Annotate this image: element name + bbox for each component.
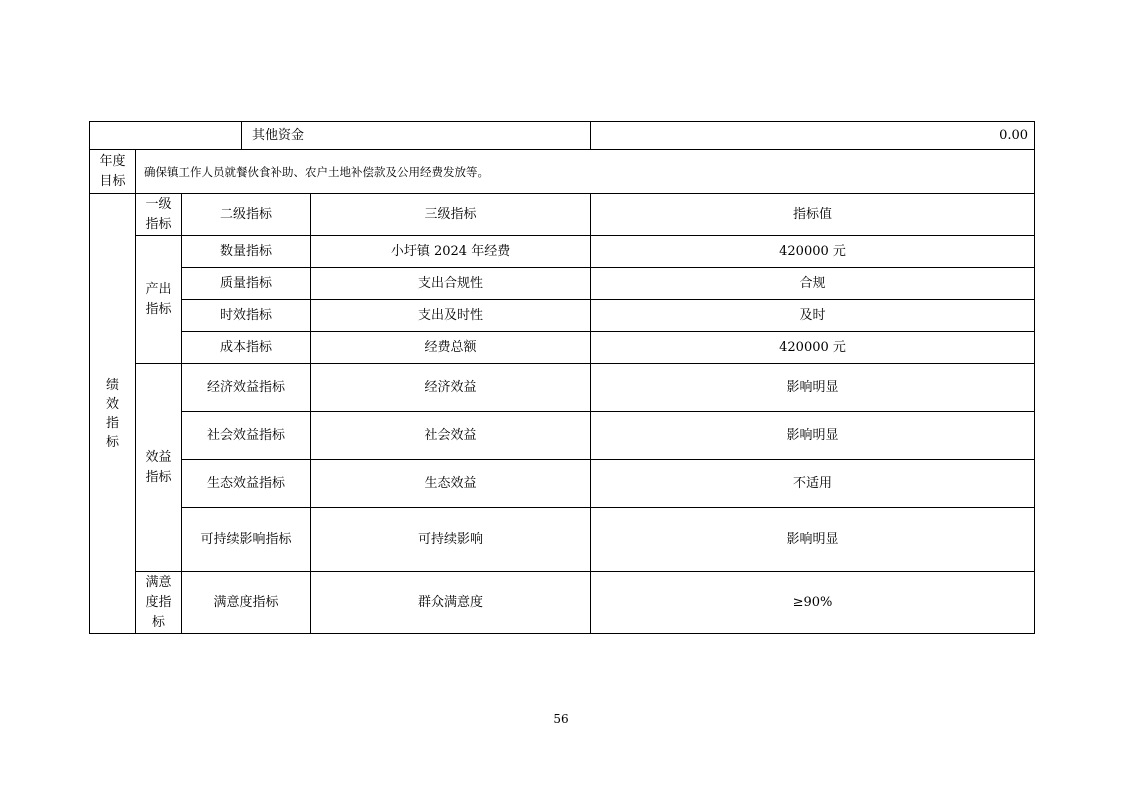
level2-cell: 成本指标 bbox=[182, 332, 311, 364]
satisfaction-indicator-label: 满意 度指 标 bbox=[136, 572, 182, 634]
value-cell: 影响明显 bbox=[591, 508, 1035, 572]
header-level1: 一级 指标 bbox=[136, 194, 182, 236]
level3-cell: 支出及时性 bbox=[311, 300, 591, 332]
level2-cell: 满意度指标 bbox=[182, 572, 311, 634]
header-level2: 二级指标 bbox=[182, 194, 311, 236]
value-cell: 影响明显 bbox=[591, 412, 1035, 460]
annual-goal-text: 确保镇工作人员就餐伙食补助、农户土地补偿款及公用经费发放等。 bbox=[136, 150, 1035, 194]
benefit-indicator-label: 效益 指标 bbox=[136, 364, 182, 572]
level3-cell: 群众满意度 bbox=[311, 572, 591, 634]
table-row bbox=[90, 300, 1035, 332]
level2-cell: 生态效益指标 bbox=[182, 460, 311, 508]
value-cell: 影响明显 bbox=[591, 364, 1035, 412]
value-cell: 合规 bbox=[591, 268, 1035, 300]
annual-goal-row bbox=[90, 150, 1035, 194]
level2-cell: 社会效益指标 bbox=[182, 412, 311, 460]
level2-cell: 经济效益指标 bbox=[182, 364, 311, 412]
funding-row bbox=[90, 122, 1035, 150]
level3-cell: 社会效益 bbox=[311, 412, 591, 460]
table-row bbox=[90, 236, 1035, 268]
level3-cell: 支出合规性 bbox=[311, 268, 591, 300]
level3-cell: 经济效益 bbox=[311, 364, 591, 412]
performance-indicator-label: 绩 效 指 标 bbox=[90, 194, 136, 634]
level3-cell: 生态效益 bbox=[311, 460, 591, 508]
annual-goal-label: 年度 目标 bbox=[90, 150, 136, 194]
table-row bbox=[90, 332, 1035, 364]
level3-cell: 经费总额 bbox=[311, 332, 591, 364]
level3-cell: 小圩镇 2024 年经费 bbox=[311, 236, 591, 268]
table-row bbox=[90, 268, 1035, 300]
header-level3: 三级指标 bbox=[311, 194, 591, 236]
value-cell: 及时 bbox=[591, 300, 1035, 332]
output-indicator-label: 产出 指标 bbox=[136, 236, 182, 364]
value-cell: ≥90% bbox=[591, 572, 1035, 634]
table-row bbox=[90, 508, 1035, 572]
level2-cell: 数量指标 bbox=[182, 236, 311, 268]
table-row bbox=[90, 460, 1035, 508]
page-number: 56 bbox=[553, 712, 569, 726]
table-row bbox=[90, 412, 1035, 460]
table-row bbox=[90, 572, 1035, 634]
value-cell: 不适用 bbox=[591, 460, 1035, 508]
level2-cell: 可持续影响指标 bbox=[182, 508, 311, 572]
funding-label: 其他资金 bbox=[242, 122, 591, 150]
indicator-header-row bbox=[90, 194, 1035, 236]
funding-empty-cell bbox=[90, 122, 242, 150]
level2-cell: 质量指标 bbox=[182, 268, 311, 300]
performance-target-table bbox=[89, 121, 1035, 634]
value-cell: 420000 元 bbox=[591, 332, 1035, 364]
level2-cell: 时效指标 bbox=[182, 300, 311, 332]
level3-cell: 可持续影响 bbox=[311, 508, 591, 572]
header-value: 指标值 bbox=[591, 194, 1035, 236]
table-row bbox=[90, 364, 1035, 412]
value-cell: 420000 元 bbox=[591, 236, 1035, 268]
funding-amount: 0.00 bbox=[591, 122, 1035, 150]
